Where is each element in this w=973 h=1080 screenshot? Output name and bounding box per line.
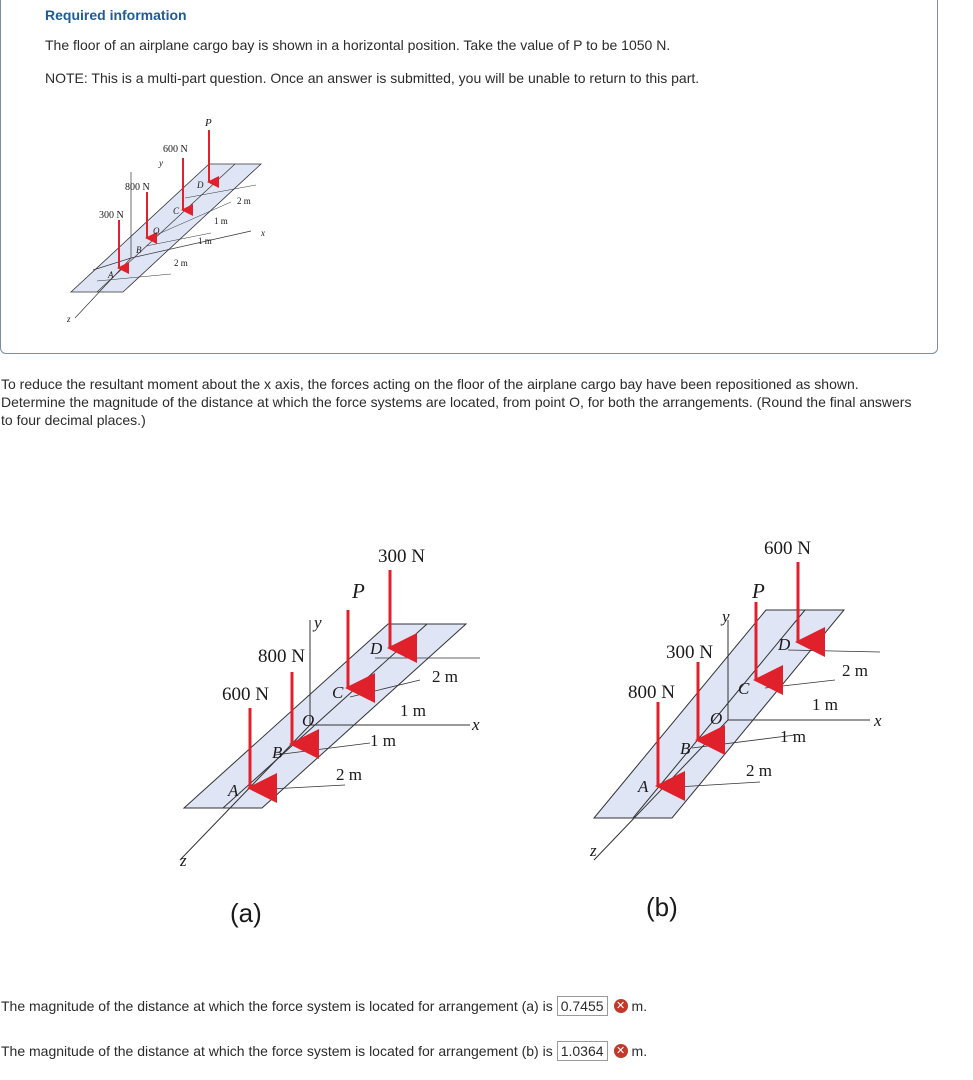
label-p: P <box>752 579 765 603</box>
answer-line-a <box>1 996 647 1016</box>
answer-a-prefix: The magnitude of the distance at which the force system is located for arrangement (a) is <box>1 998 553 1014</box>
label-z: z <box>590 841 597 860</box>
dim-2m-top: 2 m <box>237 196 251 206</box>
dim-2m-bottom: 2 m <box>336 765 362 784</box>
label-p: P <box>352 579 365 603</box>
label-800: 800 N <box>258 646 305 667</box>
label-600: 600 N <box>764 538 811 559</box>
label-600: 600 N <box>222 684 269 705</box>
label-p: P <box>205 117 212 129</box>
label-y: y <box>314 613 322 632</box>
multi-part-note: NOTE: This is a multi-part question. Once an answer is submitted, you will be unable to return to this part. <box>45 70 700 86</box>
answer-a-input[interactable]: 0.7455 <box>557 996 608 1016</box>
label-z: z <box>180 851 187 870</box>
label-x: x <box>261 228 265 238</box>
label-300: 300 N <box>378 546 425 567</box>
label-a: A <box>638 777 649 796</box>
panel-title: Required information <box>45 7 187 23</box>
caption-b: (b) <box>646 892 678 922</box>
label-800: 800 N <box>628 682 675 703</box>
label-a: A <box>108 270 114 280</box>
dim-2m-top: 2 m <box>432 667 458 686</box>
incorrect-icon: ✕ <box>614 999 628 1013</box>
label-z: z <box>67 314 71 324</box>
label-x: x <box>472 715 480 734</box>
cargo-floor-figure-small <box>61 110 321 330</box>
label-b: B <box>136 245 142 255</box>
label-o: O <box>153 226 160 236</box>
dim-2m-bottom: 2 m <box>174 258 188 268</box>
label-o: O <box>710 709 723 728</box>
label-800: 800 N <box>125 182 150 193</box>
dim-1m-upper: 1 m <box>214 216 228 226</box>
label-300: 300 N <box>666 642 713 663</box>
answer-a-unit: m. <box>631 998 648 1014</box>
problem-statement: The floor of an airplane cargo bay is shown in a horizontal position. Take the value of P to be 1050 N. <box>45 37 671 53</box>
label-x: x <box>874 711 882 730</box>
label-d: D <box>778 635 791 654</box>
cargo-floor-figure-a <box>170 540 500 880</box>
label-600: 600 N <box>163 144 188 155</box>
answer-line-b <box>1 1041 647 1061</box>
label-c: C <box>332 683 344 702</box>
answer-b-unit: m. <box>631 1043 648 1059</box>
label-300: 300 N <box>99 210 124 221</box>
label-b: B <box>680 739 691 758</box>
label-c: C <box>173 206 180 216</box>
dim-1m-lower: 1 m <box>370 731 396 750</box>
label-o: O <box>302 711 315 730</box>
label-a: A <box>228 781 239 800</box>
dim-2m-bottom: 2 m <box>746 761 772 780</box>
label-y: y <box>722 607 730 626</box>
label-d: D <box>197 180 204 190</box>
dim-2m-top: 2 m <box>842 661 868 680</box>
caption-a: (a) <box>230 898 262 928</box>
dim-1m-upper: 1 m <box>812 695 838 714</box>
dim-1m-lower: 1 m <box>780 727 806 746</box>
label-b: B <box>272 743 283 762</box>
cargo-floor-figure-b <box>580 530 910 870</box>
required-information-panel <box>0 0 938 354</box>
label-d: D <box>370 639 383 658</box>
question-text: To reduce the resultant moment about the x axis, the forces acting on the floor of the airplane cargo bay have been repositioned as shown. Determine the magnitude of the distance at which the force systems are located, from point O, for both the arrangements. (Round the final answers to four decimal places.) <box>1 376 912 428</box>
label-y: y <box>159 158 163 168</box>
answer-b-prefix: The magnitude of the distance at which the force system is located for arrangement (b) is <box>1 1043 553 1059</box>
incorrect-icon: ✕ <box>614 1044 628 1058</box>
dim-1m-lower: 1 m <box>198 236 212 246</box>
answer-b-input[interactable]: 1.0364 <box>557 1041 608 1061</box>
dim-1m-upper: 1 m <box>400 701 426 720</box>
label-c: C <box>738 679 750 698</box>
